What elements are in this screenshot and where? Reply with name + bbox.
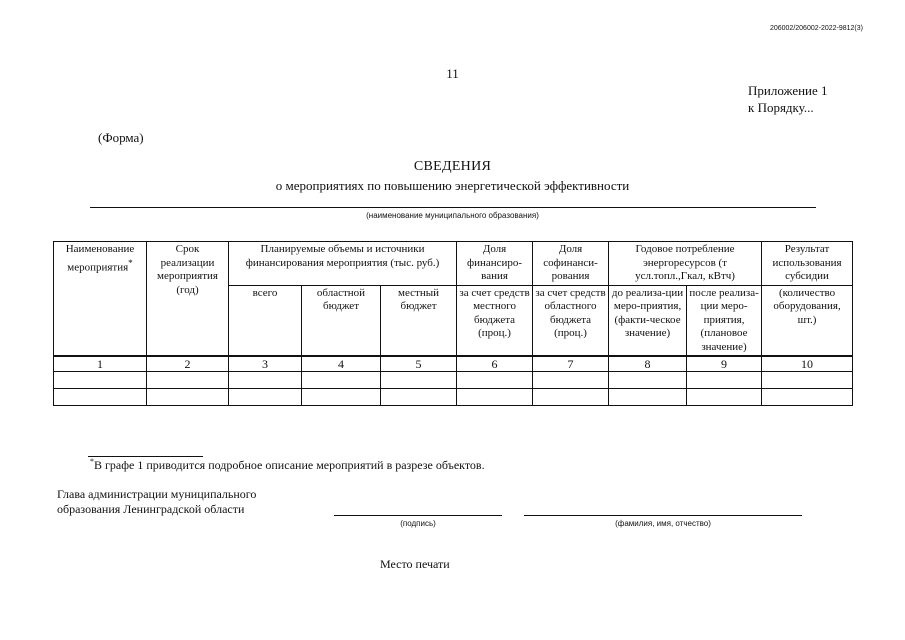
form-mark: (Форма): [98, 130, 144, 145]
table-cell: [533, 389, 609, 406]
column-number-row: [54, 356, 853, 372]
column-number: 6: [457, 356, 533, 372]
header-funding-local: местный бюджет: [381, 285, 457, 356]
table-row: [54, 389, 853, 406]
table-cell: [457, 389, 533, 406]
header-subsidy-result-detail: (количество оборудования, шт.): [762, 285, 853, 356]
document-title: СВЕДЕНИЯ: [413, 159, 492, 174]
signatory-title-line-2: образования Ленинградской области: [57, 502, 245, 516]
signatory-title-line-1: Глава администрации муниципального: [57, 487, 257, 501]
header-measure-name-text: Наименование мероприятия: [65, 243, 135, 274]
measures-table: [53, 241, 853, 406]
footnote: [90, 457, 485, 473]
column-number: 8: [609, 356, 687, 372]
table-cell: [609, 372, 687, 389]
table-cell: [687, 389, 762, 406]
table-row: [54, 372, 853, 389]
table-cell: [54, 372, 147, 389]
column-number: 3: [229, 356, 302, 372]
header-consumption-before: до реализа-ции меро-приятия, (факти-ческое значение): [609, 285, 687, 356]
document-subtitle: о мероприятиях по повышению энергетической эффективности: [275, 178, 630, 193]
header-consumption-after: после реализа-ции меро-приятия, (плановое значение): [687, 285, 762, 356]
table-cell: [381, 372, 457, 389]
table-cell: [762, 389, 853, 406]
full-name-line: [524, 515, 802, 516]
header-share-local-detail: за счет средств местного бюджета (проц.): [457, 285, 533, 356]
header-share-local: Доля финансиро-вания: [457, 242, 533, 286]
header-funding-group: Планируемые объемы и источники финансирования мероприятия (тыс. руб.): [229, 242, 457, 286]
table-cell: [687, 372, 762, 389]
footnote-mark: *: [128, 257, 133, 268]
header-consumption-group: Годовое потребление энергоресурсов (т усл.топл.,Гкал, кВтч): [609, 242, 762, 286]
signature-line: [334, 515, 502, 516]
table-cell: [302, 389, 381, 406]
page-number: 11: [446, 66, 459, 81]
column-number: 5: [381, 356, 457, 372]
footnote-mark: *: [90, 457, 94, 466]
table-cell: [147, 372, 229, 389]
table-cell: [609, 389, 687, 406]
header-implementation-period: Срок реализации мероприятия (год): [147, 242, 229, 357]
header-share-cofinancing-detail: за счет средств областного бюджета (проц.): [533, 285, 609, 356]
signatory-title: [57, 487, 256, 517]
document-id: 206002/206002-2022-9812(3): [769, 25, 863, 32]
column-number: 2: [147, 356, 229, 372]
column-number: 4: [302, 356, 381, 372]
appendix-line-1: Приложение 1: [748, 83, 828, 98]
header-row-1: [54, 242, 853, 286]
table-cell: [229, 389, 302, 406]
table-cell: [302, 372, 381, 389]
header-share-cofinancing: Доля софинанси-рования: [533, 242, 609, 286]
stamp-place: Место печати: [380, 557, 450, 571]
header-subsidy-result: Результат использования субсидии: [762, 242, 853, 286]
appendix-reference: [748, 82, 828, 116]
table-cell: [54, 389, 147, 406]
signature-caption: (подпись): [400, 519, 436, 528]
appendix-line-2: к Порядку...: [748, 100, 814, 115]
column-number: 1: [54, 356, 147, 372]
header-funding-regional: областной бюджет: [302, 285, 381, 356]
table-cell: [457, 372, 533, 389]
table-cell: [381, 389, 457, 406]
footnote-text: В графе 1 приводится подробное описание мероприятий в разрезе объектов.: [94, 458, 485, 472]
column-number: 7: [533, 356, 609, 372]
column-number: 10: [762, 356, 853, 372]
table-cell: [762, 372, 853, 389]
header-measure-name: [54, 242, 147, 357]
table-cell: [533, 372, 609, 389]
column-number: 9: [687, 356, 762, 372]
table-cell: [147, 389, 229, 406]
municipality-caption: (наименование муниципального образования): [366, 211, 539, 220]
header-funding-total: всего: [229, 285, 302, 356]
municipality-fill-line: [90, 207, 816, 208]
table-cell: [229, 372, 302, 389]
full-name-caption: (фамилия, имя, отчество): [615, 519, 711, 528]
